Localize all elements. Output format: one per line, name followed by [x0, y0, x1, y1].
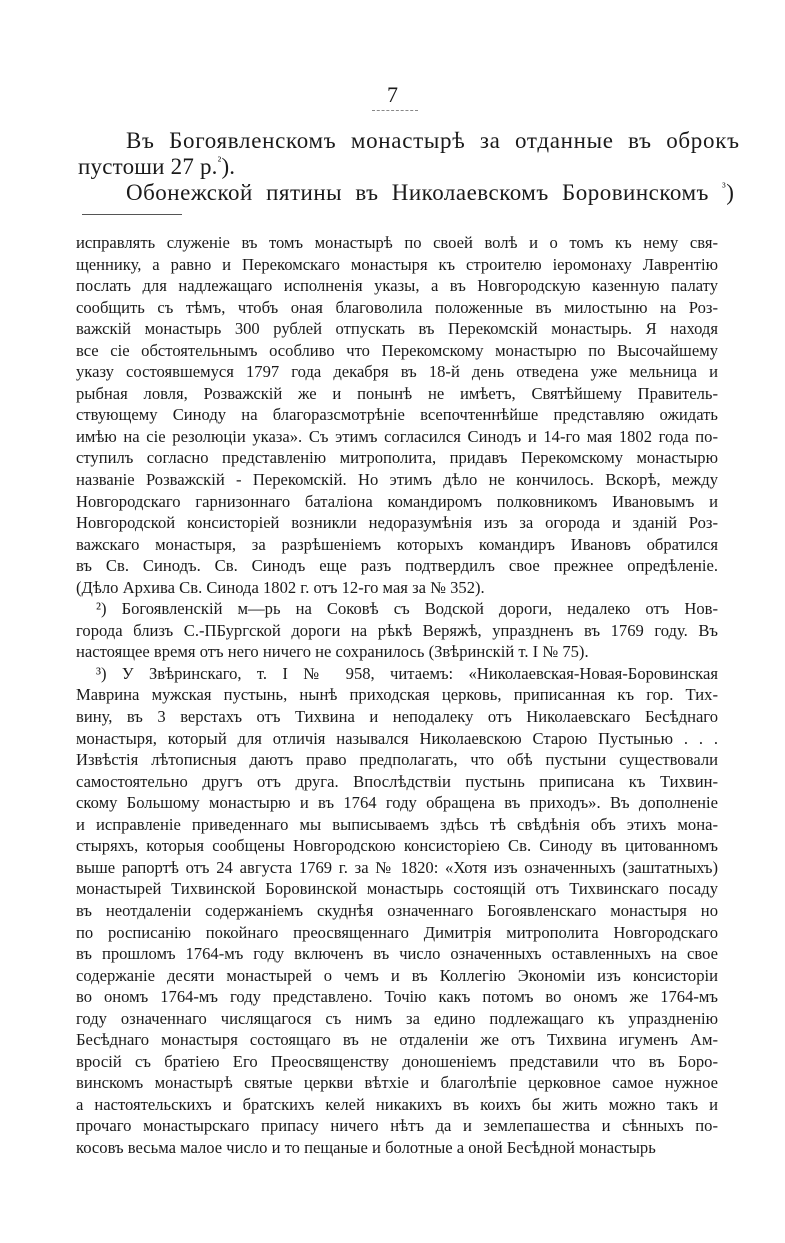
- main-text-line-3-end: ): [726, 180, 735, 205]
- footnote-line: выше рапортѣ отъ 24 августа 1769 г. за № 1820: «Хотя изъ означенныхъ (заштатныхъ): [76, 857, 718, 877]
- footnote-line: Бесѣднаго монастыря состоящаго въ не отдаленіи же отъ Тихвина игуменъ Ам-: [76, 1030, 718, 1050]
- main-text-line-2: [78, 154, 718, 180]
- footnote-line: содержаніе десяти монастырей о чемъ и въ Коллегію Экономіи изъ консисторіи: [76, 965, 718, 985]
- footnote-line: ствующему Синоду на благоразсмотрѣніе всепочтеннѣйше представляю ожидать: [76, 405, 718, 425]
- footnote-line: Извѣстія лѣтописныя даютъ право предполагать, что обѣ пустыни существовали: [76, 750, 718, 770]
- footnote-line: настоящее время отъ него ничего не сохранилось (Звѣринскій т. I № 75).: [76, 642, 589, 662]
- footnote-line: Маврина мужская пустынь, нынѣ приходская церковь, приписанная къ гор. Тих-: [76, 685, 718, 705]
- footnote-line: Новгородскаго гарнизоннаго баталіона командиромъ полковникомъ Ивановымъ и: [76, 491, 718, 511]
- footnote-line: во ономъ 1764-мъ году представлено. Точію какъ потомъ во ономъ же 1764-мъ: [76, 987, 718, 1007]
- footnote-line: въ прошломъ 1764-мъ году включенъ въ число означенныхъ оставленныхъ на свое: [76, 944, 718, 964]
- footnote-line: самостоятельно другъ отъ друга. Впослѣдствіи пустынь приписана къ Тихвин-: [76, 771, 718, 791]
- footnote-line: важскаго монастыря, за разрѣшеніемъ которыхъ командиръ Ивановъ обратился: [76, 534, 718, 554]
- footnote-line: имѣю на сіе резолюціи указа». Съ этимъ согласился Синодъ и 14-го мая 1802 года по-: [76, 426, 718, 446]
- page-number-rule: [372, 110, 418, 111]
- footnote-line: винскомъ монастырѣ святые церкви вѣтхіе и благолѣпіе церковное самое нужное: [76, 1073, 718, 1093]
- footnote-line: косовъ весьма малое число и то пещаные и болотные а оной Бесѣдной монастырь: [76, 1137, 656, 1157]
- footnote-line: исправлять служеніе въ томъ монастырѣ по своей волѣ и о томъ къ нему свя-: [76, 233, 718, 252]
- footnote-line: ³) У Звѣринскаго, т. I № 958, читаемъ: «Николаевская-Новая-Боровинская: [96, 663, 718, 683]
- footnote-line: указу состоявшемуся 1797 года декабря въ 18-й день отведена уже мельница и: [76, 362, 718, 382]
- footnote-line: сообщить съ тѣмъ, чтобъ оная благоволила положенные въ милостыню на Роз-: [76, 297, 718, 317]
- footnote-line: все сіе обстоятельнымъ особливо что Перекомскому монастырю по Высочайшему: [76, 340, 718, 360]
- footnote-line: вину, въ 3 верстахъ отъ Тихвина и неподалеку отъ Николаевскаго Бесѣднаго: [76, 707, 718, 727]
- footnote-line: монастыря, который для отличія назывался Николаевскою Старою Пустынью . . .: [76, 728, 718, 748]
- footnote-ref-3: ³: [722, 180, 727, 194]
- footnote-line: города близъ С.-ПБургской дороги на рѣкѣ Веряжѣ, упраздненъ въ 1769 году. Въ: [76, 620, 718, 640]
- footnote-separator: [82, 214, 182, 215]
- footnote-line: и исправленіе приведеннаго мы выписываемъ здѣсь тѣ свѣдѣнія объ этихъ мона-: [76, 814, 718, 834]
- footnote-ref-2: ²: [217, 154, 222, 168]
- footnote-line: по росписанію покойнаго преосвященнаго Димитрія митрополита Новгородскаго: [76, 922, 718, 942]
- footnote-line: стыряхъ, которыя сообщены Новгородскою консисторіею Св. Синоду въ цитованномъ: [76, 836, 718, 856]
- main-text-line-2-text: пустоши 27 р.: [78, 154, 218, 179]
- footnote-line: рыбная ловля, Розважскій же и понынѣ не имѣетъ, Святѣйшему Правитель-: [76, 383, 718, 403]
- footnote-line: въ неотдаленіи содержаніемъ скуднѣя означеннаго Богоявленскаго монастыря но: [76, 900, 718, 920]
- main-text-line-1-text: Въ Богоявленскомъ монастырѣ за отданные въ оброкъ: [126, 128, 740, 153]
- main-text-line-3: [78, 180, 735, 206]
- footnote-line: а настоятельскихъ и братскихъ келей никакихъ въ коихъ бы жить можно такъ и: [76, 1094, 718, 1114]
- footnote-line: вросій съ братіею Его Преосвященству доношеніемъ представили что въ Боро-: [76, 1051, 718, 1071]
- footnote-line: названіе Розважскій - Перекомскій. Но этимъ дѣло не кончилось. Вскорѣ, между: [76, 470, 718, 490]
- footnotes-block: [76, 232, 718, 1159]
- page-number: 7: [387, 82, 398, 107]
- main-text-line-3-text: Обонежской пятины въ Николаевскомъ Боровинскомъ: [126, 180, 709, 205]
- main-text-line-2-end: ).: [221, 154, 236, 179]
- footnote-line: прочаго монастырскаго припасу ничего нѣтъ да и землепашества и сѣнныхъ по-: [76, 1116, 718, 1136]
- footnote-line: монастырей Тихвинской Боровинской монастырь состоящій отъ Тихвинскаго посаду: [76, 879, 718, 899]
- footnote-line: послать для надлежащаго исполненія указы, а въ Новгородскую казенную палату: [76, 276, 718, 296]
- main-text: [78, 128, 740, 206]
- footnote-line: Новгородской консисторіей возникли недоразумѣнія изъ за огорода и зданій Роз-: [76, 513, 718, 533]
- footnote-line: ступилъ согласно представленію митрополита, придавъ Перекомскому монастырю: [76, 448, 718, 468]
- main-text-line-1: [78, 128, 740, 154]
- footnote-line: (Дѣло Архива Св. Синода 1802 г. отъ 12-го мая за № 352).: [76, 577, 485, 597]
- footnote-line: важскій монастырь 300 рублей отпускать въ Перекомскій монастырь. Я находя: [76, 319, 718, 339]
- footnote-line: скому Большому монастырю и въ 1764 году обращена въ приходъ». Въ дополненіе: [76, 793, 718, 813]
- footnote-line: ²) Богоявленскій м—рь на Соковѣ съ Водской дороги, недалеко отъ Нов-: [96, 599, 718, 619]
- footnote-line: щеннику, а равно и Перекомскаго монастыря къ строителю іеромонаху Лаврентію: [76, 254, 718, 274]
- footnote-line: году означеннаго числящагося съ нимъ за едино подлежащаго къ упраздненію: [76, 1008, 718, 1028]
- footnote-line: въ Св. Синодъ. Св. Синодъ еще разъ подтвердилъ свое прежнее опредѣленіе.: [76, 556, 718, 576]
